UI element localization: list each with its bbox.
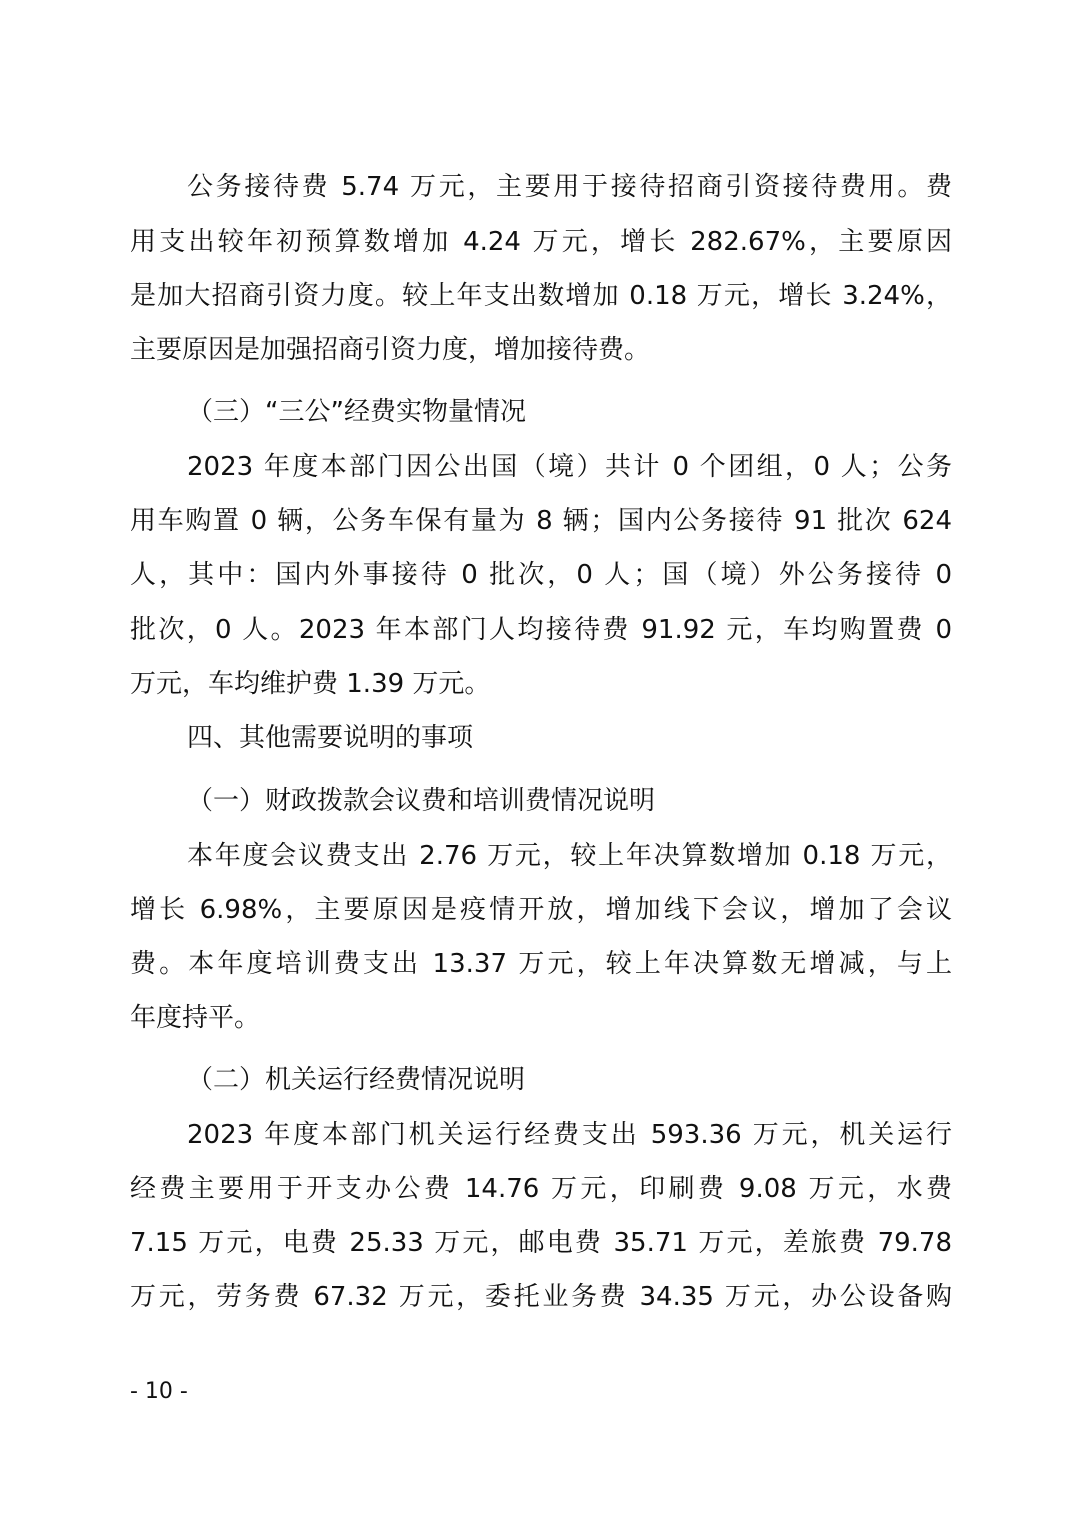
text-line: 2023 年度本部门机关运行经费支出 593.36 万元，机关运行 (187, 1120, 952, 1150)
text-line: 用车购置 0 辆，公务车保有量为 8 辆；国内公务接待 91 批次 624 (130, 506, 952, 536)
text-line: 批次，0 人。2023 年本部门人均接待费 91.92 元，车均购置费 0 (130, 615, 952, 645)
text-line: 公务接待费 5.74 万元，主要用于接待招商引资接待费用。费 (187, 172, 952, 202)
text-line: （一）财政拨款会议费和培训费情况说明 (187, 786, 656, 816)
text-line: 万元，劳务费 67.32 万元，委托业务费 34.35 万元，办公设备购 (130, 1282, 952, 1312)
text-line: 是加大招商引资力度。较上年支出数增加 0.18 万元，增长 3.24%， (130, 281, 952, 311)
text-line: 费。本年度培训费支出 13.37 万元，较上年决算数无增减，与上 (130, 949, 952, 979)
text-line: 经费主要用于开支办公费 14.76 万元，印刷费 9.08 万元，水费 (130, 1174, 952, 1204)
page-number: - 10 - (130, 1379, 188, 1404)
text-line: （二）机关运行经费情况说明 (187, 1065, 526, 1095)
text-line: 7.15 万元，电费 25.33 万元，邮电费 35.71 万元，差旅费 79.78 (130, 1228, 952, 1258)
text-line: 2023 年度本部门因公出国（境）共计 0 个团组，0 人；公务 (187, 452, 952, 482)
text-line: 四、其他需要说明的事项 (187, 723, 474, 753)
text-line: 用支出较年初预算数增加 4.24 万元，增长 282.67%，主要原因 (130, 227, 952, 257)
text-line: （三）“三公”经费实物量情况 (187, 397, 526, 427)
text-line: 年度持平。 (130, 1003, 261, 1033)
text-line: 增长 6.98%，主要原因是疫情开放，增加线下会议，增加了会议 (130, 895, 952, 925)
text-line: 人，其中：国内外事接待 0 批次，0 人；国（境）外公务接待 0 (130, 560, 952, 590)
text-line: 主要原因是加强招商引资力度，增加接待费。 (130, 335, 651, 365)
text-line: 万元，车均维护费 1.39 万元。 (130, 669, 491, 699)
text-line: 本年度会议费支出 2.76 万元，较上年决算数增加 0.18 万元， (187, 841, 952, 871)
